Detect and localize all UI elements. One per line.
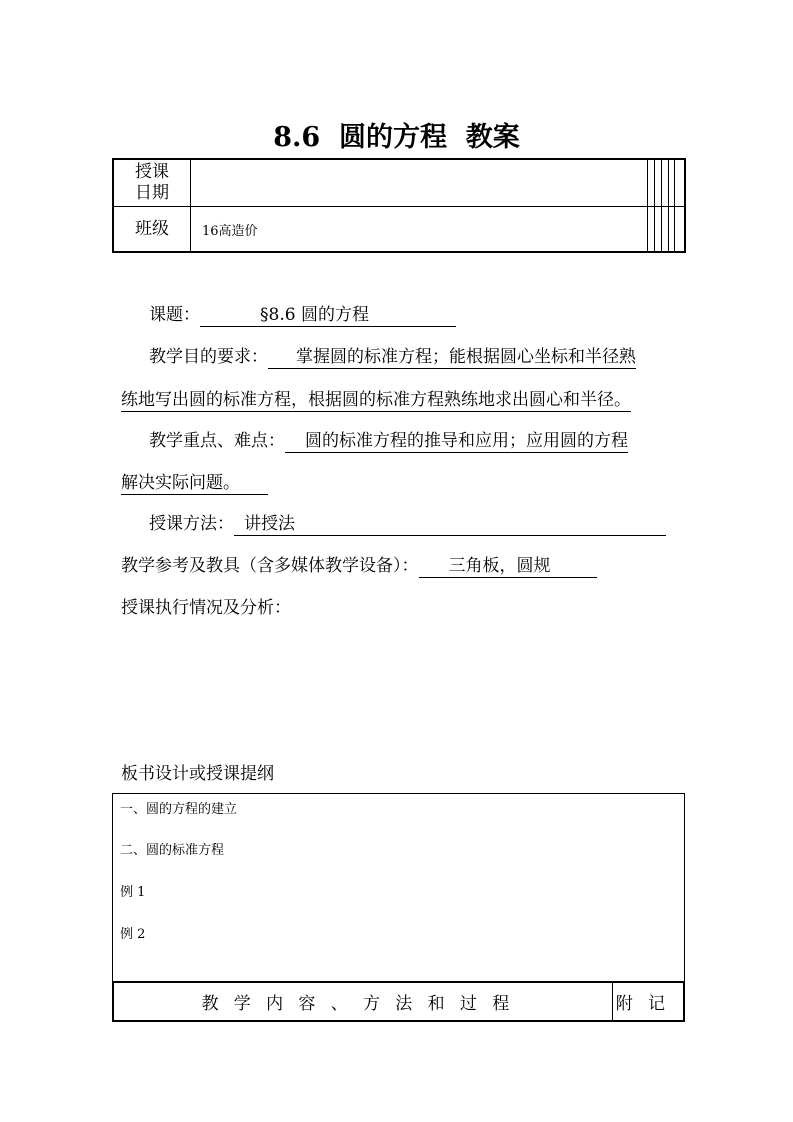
process-table [112,981,685,1022]
notes-header: 附记 [613,982,685,1021]
objectives-text-2: 练地写出圆的标准方程，根据圆的标准方程熟练地求出圆心和半径。 [121,390,631,410]
method-label: 授课方法： [149,514,234,534]
objectives-label: 教学目的要求： [149,347,268,367]
date-label [113,159,191,207]
execution-line [121,596,681,620]
outline-item: 例 2 [120,927,146,942]
class-label: 班级 [113,207,191,253]
class-cell [655,207,662,253]
outline-item: 二、圆的标准方程 [120,843,225,858]
objectives-line1 [121,345,681,369]
topic-value: §8.6 圆的方程 [200,304,456,327]
class-value: 16高造价 [191,207,648,253]
keypoints-line1 [121,429,681,453]
outline-box [112,793,685,982]
date-cell [191,159,648,207]
class-cell [661,207,668,253]
keypoints-text-1: 圆的标准方程的推导和应用；应用圆的方程 [285,430,628,453]
class-cell [675,207,685,253]
topic-line [121,303,681,327]
outline-heading: 板书设计或授课提纲 [121,764,274,784]
date-label-line1: 授课 [135,162,169,182]
content-header: 教学内容、方法和过程 [113,982,613,1021]
execution-label: 授课执行情况及分析： [121,598,291,618]
keypoints-label: 教学重点、难点： [149,431,285,451]
method-value: 讲授法 [234,513,666,536]
schedule-table [112,158,686,253]
date-cell [668,159,675,207]
objectives-line2 [121,388,681,412]
class-cell [648,207,655,253]
process-header-row [113,982,684,1021]
date-label-line2: 日期 [135,183,169,203]
date-cell [661,159,668,207]
date-cell [655,159,662,207]
keypoints-line2 [121,471,681,495]
outline-item: 例 1 [120,885,146,900]
keypoints-text-2: 解决实际问题。 [121,472,268,495]
method-line [121,512,681,536]
class-row [113,207,685,253]
references-value: 三角板，圆规 [419,555,597,578]
references-label: 教学参考及教具（含多媒体教学设备）： [121,556,419,576]
topic-label: 课题： [149,305,200,325]
date-cell [648,159,655,207]
references-line [121,554,681,578]
date-cell [675,159,685,207]
page-title: 8.6 圆的方程 教案 [273,122,520,153]
date-row [113,159,685,207]
class-cell [668,207,675,253]
objectives-text-1: 掌握圆的标准方程；能根据圆心坐标和半径熟 [268,346,636,369]
outline-item: 一、圆的方程的建立 [120,802,238,817]
